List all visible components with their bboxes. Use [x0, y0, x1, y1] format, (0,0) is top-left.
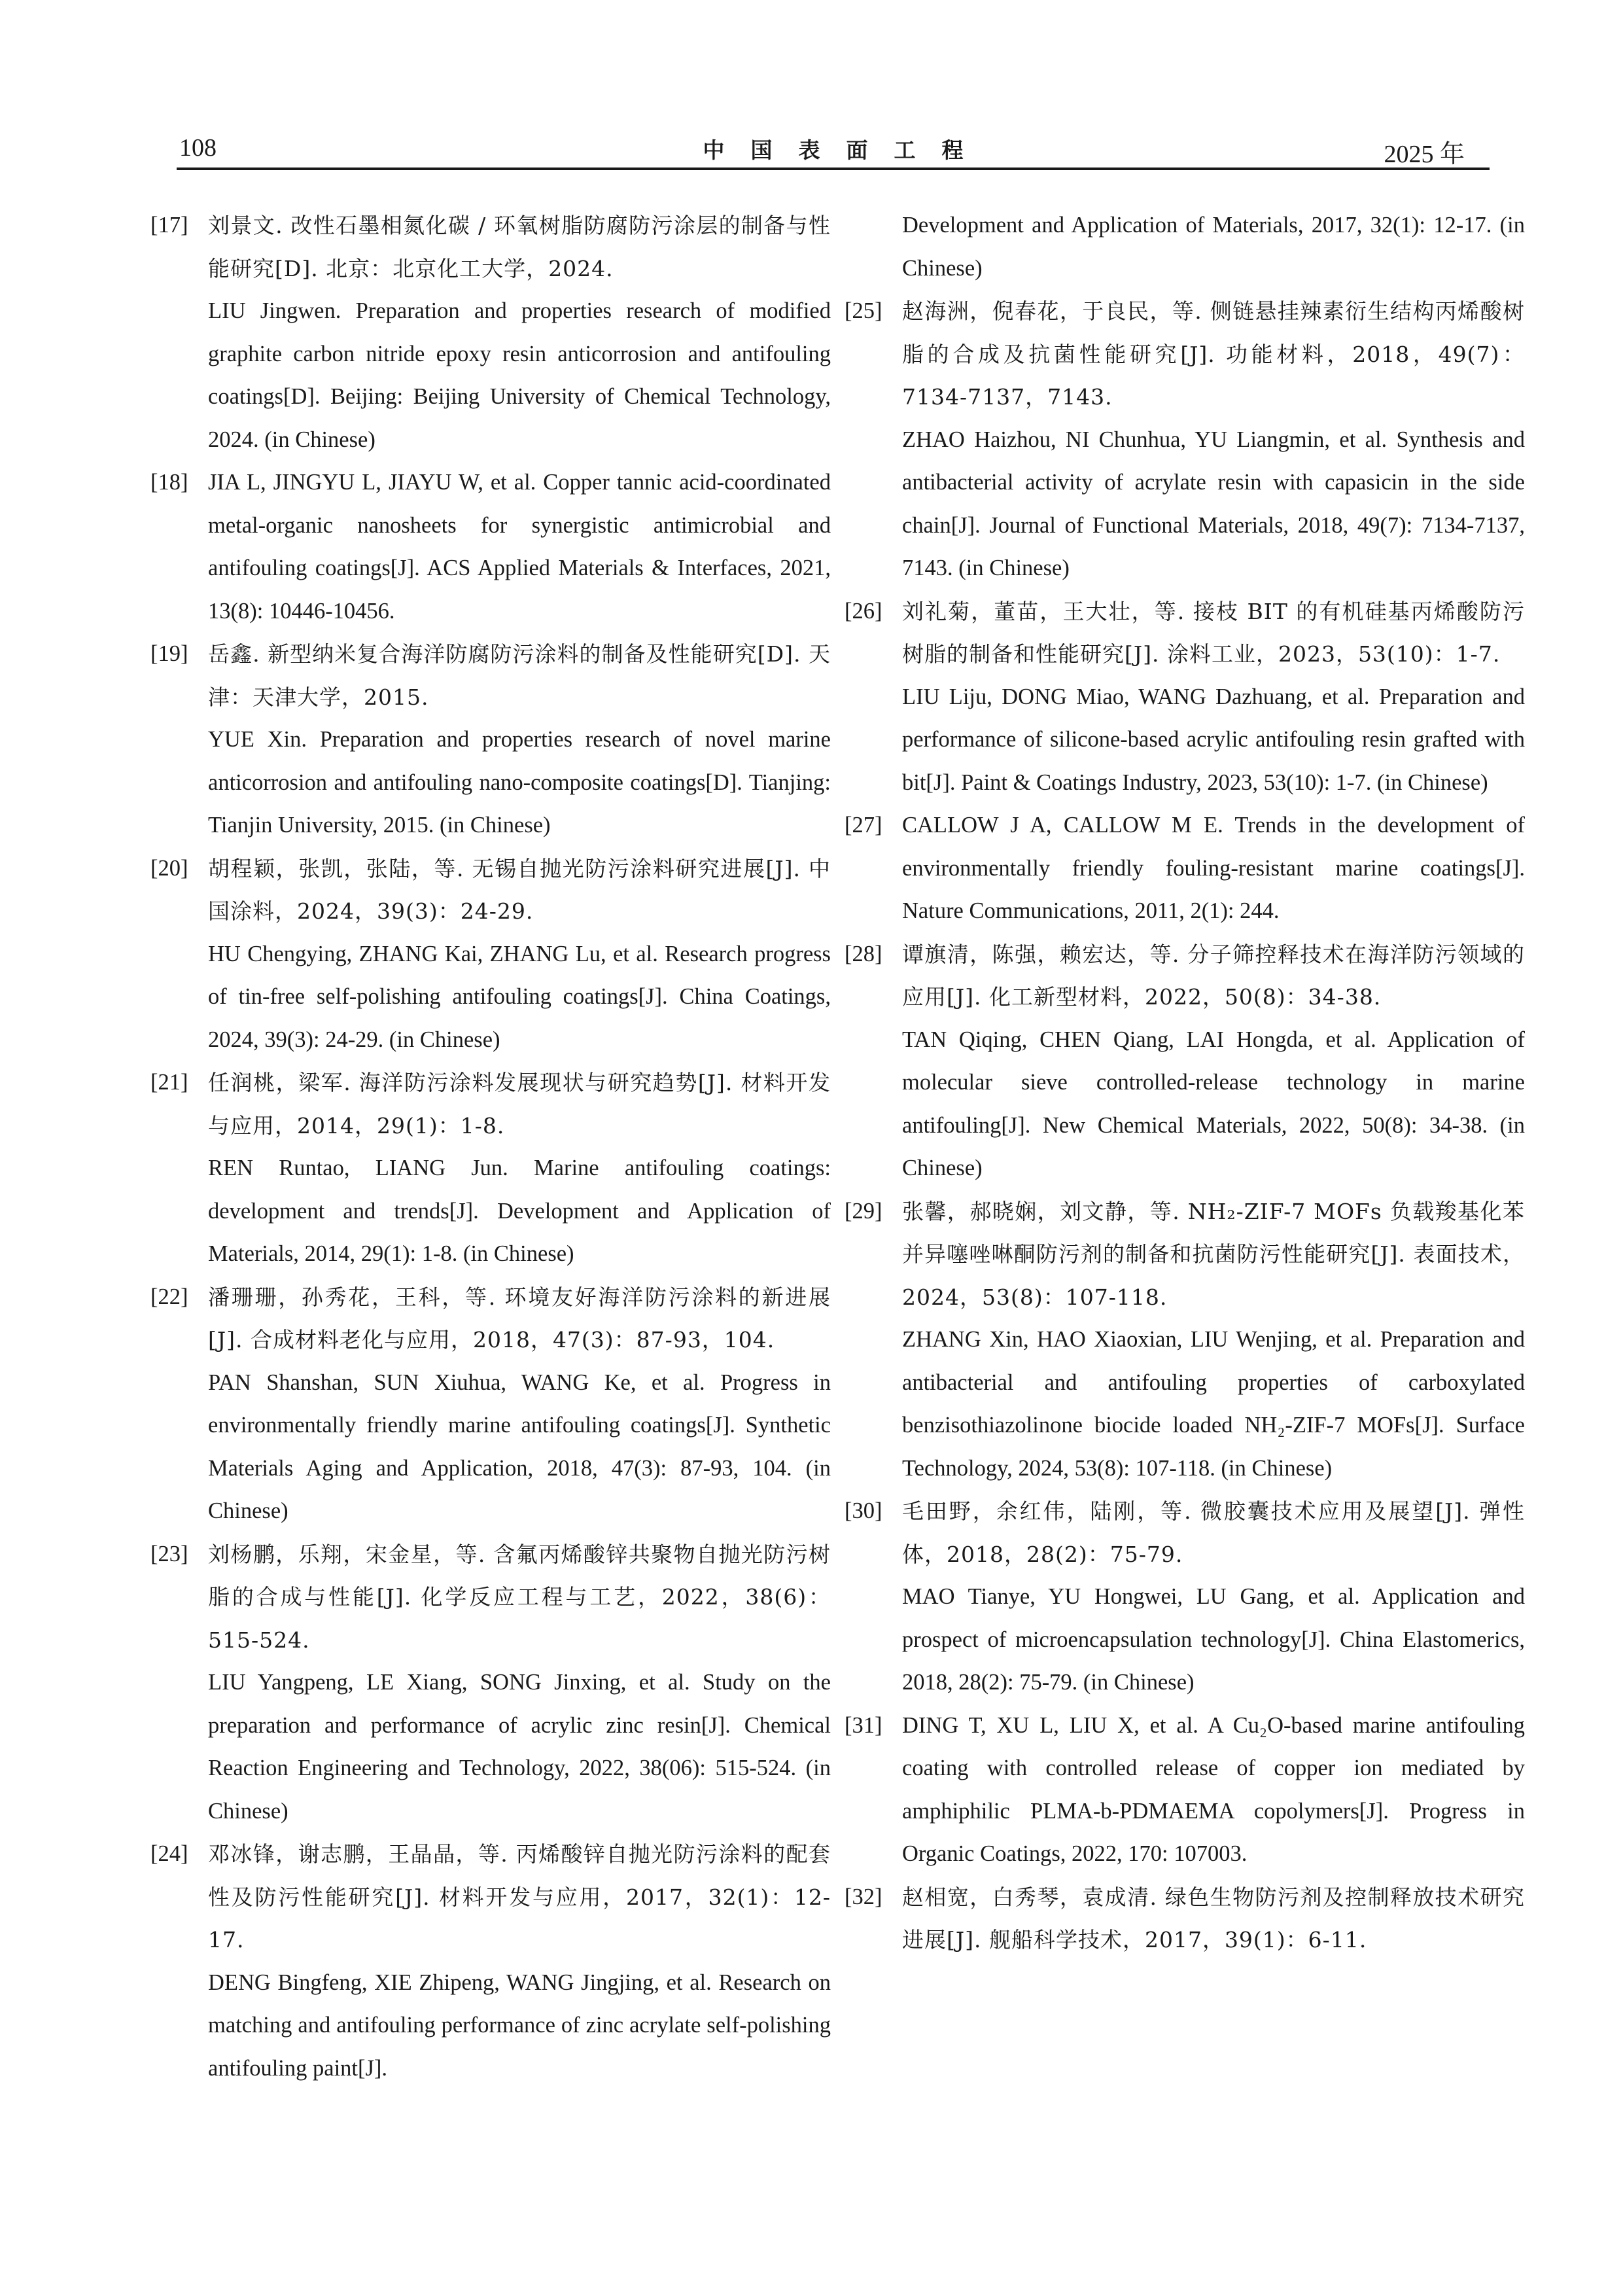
reference-25 [845, 290, 1525, 590]
ref-chinese: 潘珊珊，孙秀花，王科，等. 环境友好海洋防污涂料的新进展[J]. 合成材料老化与应用，2018，47(3)：87-93，104. [208, 1284, 831, 1352]
ref-number: [31] [845, 1712, 882, 1738]
ref-english: JIA L, JINGYU L, JIAYU W, et al. Copper tannic acid-coordinated metal-organic nanosheets for synergistic antimicrobial and antifouling coatings[J]. ACS Applied Materials & Interfaces, 2021, 13(8): 10446-10456. [208, 470, 831, 624]
ref-number: [32] [845, 1884, 882, 1909]
ref-number: [27] [845, 813, 882, 838]
ref-chinese: 胡程颖，张凯，张陆，等. 无锡自抛光防污涂料研究进展[J]. 中国涂料，2024，39(3)：24-29. [208, 855, 831, 924]
journal-title: 中国表面工程 [703, 139, 990, 163]
ref-chinese: 毛田野，余红伟，陆刚，等. 微胶囊技术应用及展望[J]. 弹性体，2018，28(2)：75-79. [902, 1498, 1525, 1567]
ref-number: [26] [845, 598, 882, 624]
ref-english: LIU Yangpeng, LE Xiang, SONG Jinxing, et al. Study on the preparation and performance of acrylic zinc resin[J]. Chemical Reaction Engineering and Technology, 2022, 38(06): 515-524. (in Chinese) [208, 1670, 831, 1824]
ref-english: Development and Application of Materials, 2017, 32(1): 12-17. (in Chinese) [902, 213, 1525, 281]
reference-26 [845, 590, 1525, 805]
ref-number: [23] [150, 1541, 188, 1566]
ref-number: [18] [150, 470, 188, 495]
references-left-column [150, 204, 831, 2090]
ref-english: DENG Bingfeng, XIE Zhipeng, WANG Jingjing, et al. Research on matching and antifouling performance of zinc acrylate self-polishing antifouling paint[J]. [208, 1969, 831, 2081]
ref-chinese: 谭旗清，陈强，赖宏达，等. 分子筛控释技术在海洋防污领域的应用[J]. 化工新型材料，2022，50(8)：34-38. [902, 941, 1525, 1010]
reference-17 [150, 204, 831, 461]
ref-english: HU Chengying, ZHANG Kai, ZHANG Lu, et al. Research progress of tin-free self-polishing antifouling coatings[J]. China Coatings, 2024, 39(3): 24-29. (in Chinese) [208, 941, 831, 1052]
ref-english: PAN Shanshan, SUN Xiuhua, WANG Ke, et al. Progress in environmentally friendly marine antifouling coatings[J]. Synthetic Materials Aging and Application, 2018, 47(3): 87-93, 104. (in Chinese) [208, 1369, 831, 1523]
ref-number: [21] [150, 1070, 188, 1095]
ref-number: [25] [845, 298, 882, 323]
ref-chinese: 刘杨鹏，乐翔，宋金星，等. 含氟丙烯酸锌共聚物自抛光防污树脂的合成与性能[J]. 化学反应工程与工艺，2022，38(6)：515-524. [208, 1541, 831, 1653]
reference-28 [845, 933, 1525, 1190]
ref-english: LIU Liju, DONG Miao, WANG Dazhuang, et al. Preparation and performance of silicone-based acrylic antifouling resin grafted with bit[J]. Paint & Coatings Industry, 2023, 53(10): 1-7. (in Chinese) [902, 684, 1525, 795]
ref-english: ZHAO Haizhou, NI Chunhua, YU Liangmin, et al. Synthesis and antibacterial activity of acrylate resin with capasicin in the side chain[J]. Journal of Functional Materials, 2018, 49(7): 7134-7137, 7143. (in Chinese) [902, 427, 1525, 580]
ref-number: [20] [150, 855, 188, 881]
ref-english: REN Runtao, LIANG Jun. Marine antifouling coatings: development and trends[J]. Development and Application of Materials, 2014, 29(1): 1-8. (in Chinese) [208, 1156, 831, 1266]
reference-20 [150, 847, 831, 1062]
ref-number: [24] [150, 1841, 188, 1866]
year-label: 2025 年 [1384, 141, 1465, 168]
ref-number: [29] [845, 1198, 882, 1224]
ref-chinese: 任润桃，梁军. 海洋防污涂料发展现状与研究趋势[J]. 材料开发与应用，2014，29(1)：1-8. [208, 1070, 831, 1139]
reference-32 [845, 1876, 1525, 1962]
reference-29 [845, 1190, 1525, 1491]
references-right-column [845, 204, 1525, 1962]
reference-27 [845, 804, 1525, 933]
reference-19 [150, 633, 831, 847]
ref-english: YUE Xin. Preparation and properties research of novel marine anticorrosion and antifouling nano-composite coatings[D]. Tianjing: Tianjin University, 2015. (in Chinese) [208, 727, 831, 838]
page-number: 108 [179, 134, 217, 162]
ref-chinese: 邓冰锋，谢志鹏，王晶晶，等. 丙烯酸锌自抛光防污涂料的配套性及防污性能研究[J]. 材料开发与应用，2017，32(1)：12-17. [208, 1841, 831, 1952]
ref-chinese: 岳鑫. 新型纳米复合海洋防腐防污涂料的制备及性能研究[D]. 天津：天津大学，2015. [208, 641, 831, 710]
reference-24-continued [845, 204, 1525, 290]
ref-chinese: 赵海洲，倪春花，于良民，等. 侧链悬挂辣素衍生结构丙烯酸树脂的合成及抗菌性能研究[J]. 功能材料，2018，49(7)：7134-7137，7143. [902, 298, 1525, 410]
reference-30 [845, 1490, 1525, 1704]
ref-number: [28] [845, 941, 882, 966]
ref-english: CALLOW J A, CALLOW M E. Trends in the development of environmentally friendly fouling-resistant marine coatings[J]. Nature Communications, 2011, 2(1): 244. [902, 813, 1525, 923]
reference-18 [150, 461, 831, 633]
ref-number: [30] [845, 1498, 882, 1523]
reference-31 [845, 1704, 1525, 1876]
reference-24 [150, 1833, 831, 2090]
ref-english: DING T, XU L, LIU X, et al. A Cu₂O-based marine antifouling coating with controlled release of copper ion mediated by amphiphilic PLMA-b-PDMAEMA copolymers[J]. Progress in Organic Coatings, 2022, 170: 107003. [902, 1712, 1525, 1866]
ref-english: LIU Jingwen. Preparation and properties research of modified graphite carbon nitride epoxy resin anticorrosion and antifouling coatings[D]. Beijing: Beijing University of Chemical Technology, 2024. (in Chinese) [208, 298, 831, 452]
ref-chinese: 赵相宽，白秀琴，袁成清. 绿色生物防污剂及控制释放技术研究进展[J]. 舰船科学技术，2017，39(1)：6-11. [902, 1884, 1525, 1952]
ref-number: [19] [150, 641, 188, 666]
reference-22 [150, 1276, 831, 1533]
ref-chinese: 张馨，郝晓娴，刘文静，等. NH₂-ZIF-7 MOFs 负载羧基化苯并异噻唑啉酮防污剂的制备和抗菌防污性能研究[J]. 表面技术，2024，53(8)：107-118. [902, 1198, 1525, 1310]
ref-number: [22] [150, 1284, 188, 1309]
reference-21 [150, 1061, 831, 1276]
ref-chinese: 刘礼菊，董苗，王大壮，等. 接枝 BIT 的有机硅基丙烯酸防污树脂的制备和性能研究[J]. 涂料工业，2023，53(10)：1-7. [902, 598, 1525, 667]
reference-23 [150, 1533, 831, 1833]
ref-chinese: 刘景文. 改性石墨相氮化碳 / 环氧树脂防腐防污涂层的制备与性能研究[D]. 北京：北京化工大学，2024. [208, 213, 831, 281]
ref-english: ZHANG Xin, HAO Xiaoxian, LIU Wenjing, et al. Preparation and antibacterial and antifouling properties of carboxylated benzisothiazolinone biocide loaded NH₂-ZIF-7 MOFs[J]. Surface Technology, 2024, 53(8): 107-118. (in Chinese) [902, 1327, 1525, 1481]
running-header [177, 128, 1490, 170]
ref-english: TAN Qiqing, CHEN Qiang, LAI Hongda, et al. Application of molecular sieve controlled-release technology in marine antifouling[J]. New Chemical Materials, 2022, 50(8): 34-38. (in Chinese) [902, 1027, 1525, 1180]
ref-english: MAO Tianye, YU Hongwei, LU Gang, et al. Application and prospect of microencapsulation technology[J]. China Elastomerics, 2018, 28(2): 75-79. (in Chinese) [902, 1584, 1525, 1695]
ref-number: [17] [150, 213, 188, 238]
